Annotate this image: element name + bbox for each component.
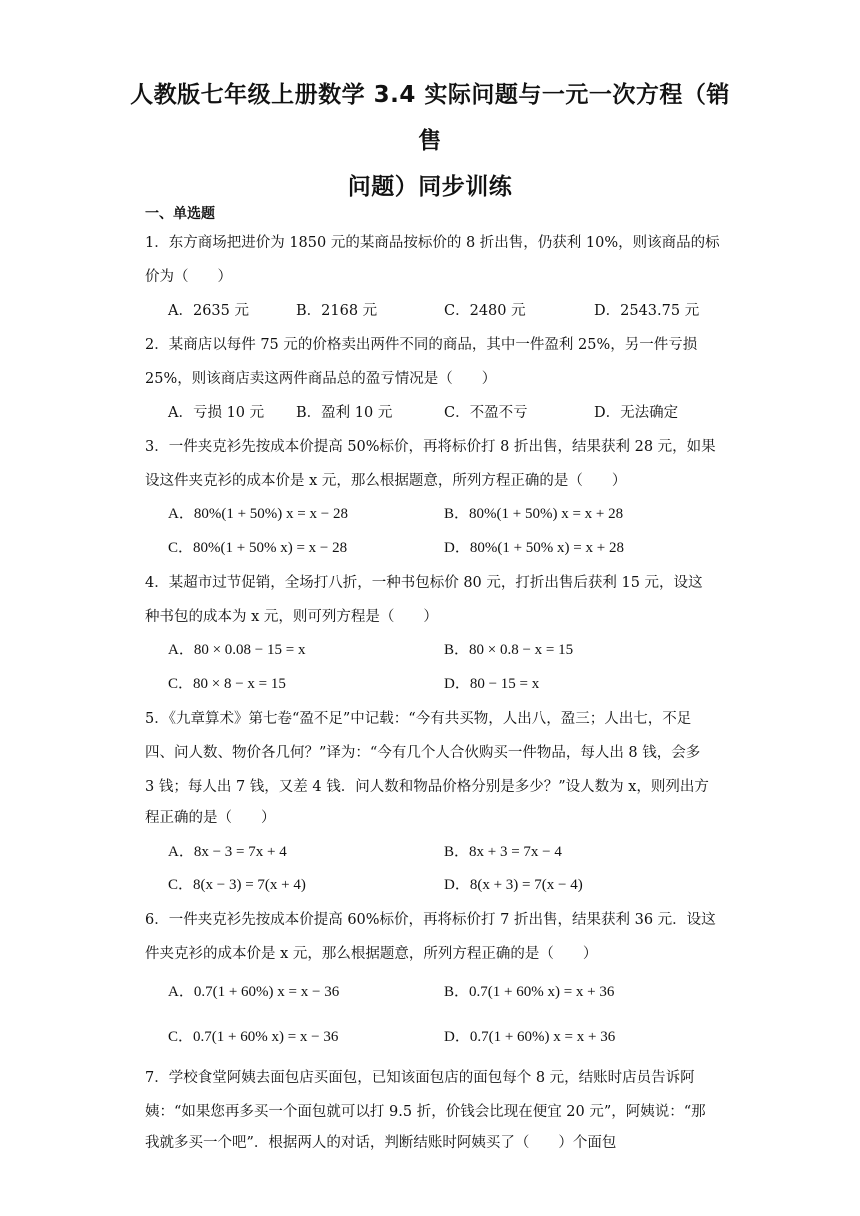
question-6-line-2: 件夹克衫的成本价是 x 元，那么根据题意，所列方程正确的是（ ） [145,946,598,962]
question-3-option-c: C．80%(1 + 50% x) = x − 28 [168,540,348,556]
question-3-option-d: D．80%(1 + 50% x) = x + 28 [444,540,624,556]
question-6-option-c: C．0.7(1 + 60% x) = x − 36 [168,1029,339,1045]
question-3-option-a: A．80%(1 + 50%) x = x − 28 [168,506,348,522]
question-5-line-1: 5．《九章算术》第七卷“盈不足”中记载：“今有共买物，人出八，盈三；人出七，不足 [145,711,692,727]
question-3-line-2: 设这件夹克衫的成本价是 x 元，那么根据题意，所列方程正确的是（ ） [145,473,627,489]
question-5-option-d: D．8(x + 3) = 7(x − 4) [444,877,583,893]
question-6-option-a: A．0.7(1 + 60%) x = x − 36 [168,984,340,1000]
question-2-option-c: C．不盈不亏 [444,405,528,421]
question-2-line-1: 2．某商店以每件 75 元的价格卖出两件不同的商品，其中一件盈利 25%，另一件亏损 [145,337,698,353]
section-heading: 一、单选题 [145,206,215,222]
question-4-line-1: 4．某超市过节促销，全场打八折，一种书包标价 80 元，打折出售后获利 15 元，设这 [145,575,703,591]
question-4-option-d: D．80 − 15 = x [444,676,540,692]
question-4-option-b: B．80 × 0.8 − x = 15 [444,642,574,658]
question-5-line-4: 程正确的是（ ） [145,810,276,826]
question-5-line-2: 四、问人数、物价各几何？”译为：“今有几个人合伙购买一件物品，每人出 8 钱，会多 [145,745,701,761]
question-1-line-2: 价为（ ） [145,269,232,285]
question-2-option-d: D．无法确定 [594,405,679,421]
question-1-option-b: B．2168 元 [296,303,378,319]
question-4-option-c: C．80 × 8 − x = 15 [168,676,286,692]
question-2-option-a: A．亏损 10 元 [168,405,265,421]
question-2-option-b: B．盈利 10 元 [296,405,393,421]
question-1-option-a: A．2635 元 [168,303,249,319]
document-title [120,72,740,210]
question-5-line-3: 3 钱；每人出 7 钱，又差 4 钱．问人数和物品价格分别是多少？”设人数为 x，则列出方 [145,779,709,795]
question-5-option-b: B．8x + 3 = 7x − 4 [444,844,562,860]
question-3-option-b: B．80%(1 + 50%) x = x + 28 [444,506,624,522]
question-2-line-2: 25%，则该商店卖这两件商品总的盈亏情况是（ ） [145,371,497,387]
question-7-line-1: 7．学校食堂阿姨去面包店买面包，已知该面包店的面包每个 8 元，结账时店员告诉阿 [145,1070,695,1086]
title-line-1: 人教版七年级上册数学 3.4 实际问题与一元一次方程（销售 [130,82,730,154]
question-6-line-1: 6．一件夹克衫先按成本价提高 60%标价，再将标价打 7 折出售，结果获利 36 元．设这 [145,912,716,928]
question-1-option-d: D．2543.75 元 [594,303,700,319]
question-1-line-1: 1．东方商场把进价为 1850 元的某商品按标价的 8 折出售，仍获利 10%，则该商品的标 [145,235,720,251]
question-4-option-a: A．80 × 0.08 − 15 = x [168,642,306,658]
question-7-line-3: 我就多买一个吧”．根据两人的对话，判断结账时阿姨买了（ ）个面包 [145,1135,617,1151]
question-5-option-c: C．8(x − 3) = 7(x + 4) [168,877,306,893]
question-1-option-c: C．2480 元 [444,303,526,319]
question-5-option-a: A．8x − 3 = 7x + 4 [168,844,287,860]
question-3-line-1: 3．一件夹克衫先按成本价提高 50%标价，再将标价打 8 折出售，结果获利 28 元，如果 [145,439,716,455]
question-7-line-2: 姨：“如果您再多买一个面包就可以打 9.5 折，价钱会比现在便宜 20 元”，阿姨说：“那 [145,1104,706,1120]
question-4-line-2: 种书包的成本为 x 元，则可列方程是（ ） [145,609,438,625]
question-6-option-d: D．0.7(1 + 60%) x = x + 36 [444,1029,616,1045]
title-line-2: 问题）同步训练 [347,174,513,200]
question-6-option-b: B．0.7(1 + 60% x) = x + 36 [444,984,615,1000]
